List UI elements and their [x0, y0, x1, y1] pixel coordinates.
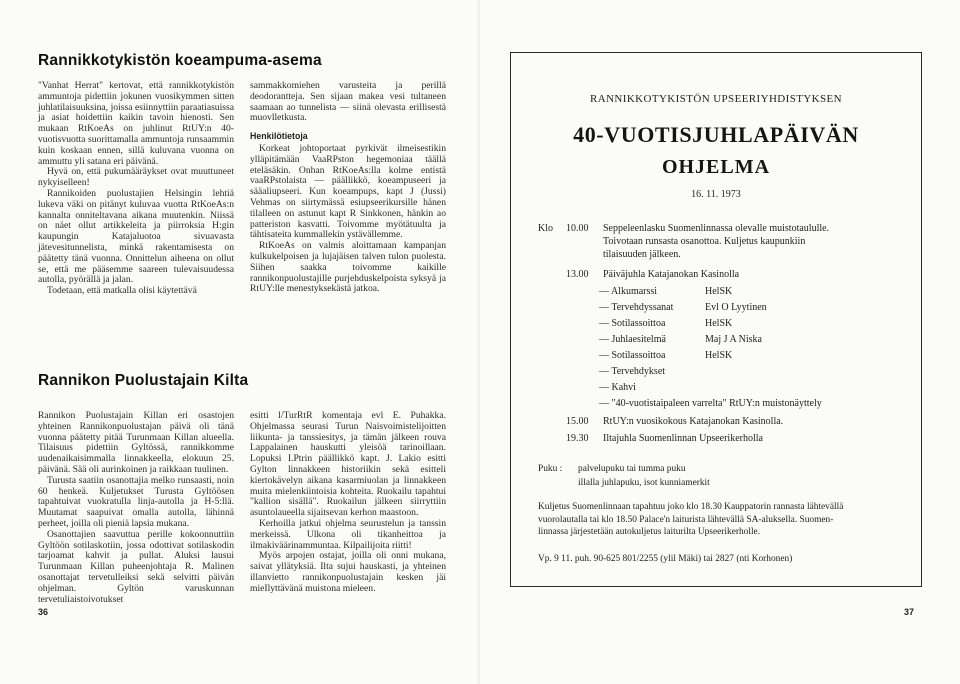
schedule-text: RtUY:n vuosikokous Katajanokan Kasinolla. — [603, 416, 784, 427]
program-date: 16. 11. 1973 — [691, 189, 741, 200]
article-2-paragraph: Myös arpojen ostajat, joilla oli onni mukana, saivat yllätyksiä. Ilta sujui hauskasti, ja yhteinen illanvietto rannikonpuolustajain kesken jäi mieIlyttävänä muistona mieleen. — [250, 550, 446, 594]
schedule-label: Klo — [538, 223, 553, 234]
schedule-time: 13.00 — [566, 269, 589, 280]
right-page — [480, 0, 960, 684]
article-2-paragraph: Kerhoilla jatkui ohjelma seurustelun ja tanssin merkeissä. Ulkona oli tikanheittoa ja ilmakiväärinammuntaa. Kilpailijoita riitti! — [250, 517, 446, 551]
article-2-paragraph: Turusta saatiin osanottajia melko runsaasti, noin 60 henkeä. Kuljetukset Turusta Gyltöösen tapahtuivat vuokratulla linja-autolla ja H-5:llä. Muutamat saapuivat omalla autolla, lähinnä perheet, joilla oli pieniä lapsia mukana. — [38, 474, 234, 529]
schedule-text: Seppeleenlasku Suomenlinnassa olevalle muistotaululle. — [603, 223, 830, 234]
transport-line: linnassa järjestetään autokuljetus laiturilta Upseerikerholle. — [538, 527, 761, 538]
article-1-paragraph: Korkeat johtoportaat pyrkivät ilmeisestikin ylläpitämään VaaRPston hegemoniaa täällä eteläsäkin. Onhan RtKoeAs:lla kolme entistä vaaRPstolaista — päällikkö, koeampuseeri ja sääaliupseeri. Kun koeampups, kapt J (Jussi) Vehmas on siirtymässä esiupseerikursille hänen tilalleen on astunut kapt R Sinkkonen, hänkin ao patteriston kasvatti. Toivomme myötätuulta ja tähtisateita kummallekin ystävällemme. — [250, 142, 446, 241]
article-2-column-2 — [250, 411, 446, 595]
article-2-paragraph: esitti l/TurRtR komentaja evl E. Puhakka. Ohjelmassa seurasi Turun Naisvoimistelijoitten liikunta- ja tanssiesitys, ja tämän jälkeen rouva Lappalainen hauskutti yleisöä tarinoillaan. Lopuksi I.Ptrin päällikkö kapt. J. Lakio esitti Gylton linnakkeen historiikin sekä esitteli kiertokävelyn aikana kasarmiuolan ja linnakkeen muita mielenkiintoisia kohteita. Ruokailu tapahtui "kallion sisällä". Ruokailun jälkeen siirryttiin asuntolaueella sijaitsevan kerhon maastoon. — [250, 410, 446, 519]
program-item: — "40-vuotistaipaleen varrelta" RtUY:n muistonäyttely — [599, 398, 822, 409]
program-item: — Tervehdykset — [599, 366, 666, 377]
page-number-right: 37 — [904, 607, 915, 617]
schedule-time: 10.00 — [566, 223, 589, 234]
article-1-paragraph: Hyvä on, että pukumääräykset ovat muuttuneet nykyiselleen! — [38, 166, 234, 189]
dress-code: illalla juhlapuku, isot kunniamerkit — [578, 478, 710, 488]
program-item-performer: HelSK — [705, 350, 733, 361]
article-1-paragraph: sammakkomiehen varusteita ja perillä deodorantteja. Sen sijaan makea vesi tultaneen saamaan ao tunnelista — siinä olevasta erillisestä muovlletkusta. — [250, 80, 446, 124]
program-item: — Sotilassoittoa — [599, 350, 666, 361]
program-organization: RANNIKKOTYKISTÖN UPSEERIYHDISTYKSEN — [589, 93, 843, 105]
program-item: — Alkumarssi — [599, 286, 658, 297]
section-subheading: Henkilötietoja — [250, 131, 308, 142]
transport-line: vuorolautalla tai klo 18.50 Palace'n laiturista lähtevällä SA-aluksella. Suomen- — [538, 514, 834, 525]
article-1-paragraph: "Vanhat Herrat" kertovat, että rannikkotykistön ammuntoja pidettiin jokunen vuosikymmen sitten juhlatilaisuuksina, joissa esiinnyttiin paraatiasuissa ja asiat hoidettiin kaikin tavoin hienosti. Sen mukaan RtKoeAs on juhlinut RtUY:n 40- vuotisvuotta suorittamalla ammuntoja runsaammin kuin koskaan ennen, sillä kuluvana vuonna on ammuttu yli satana eri päivänä. — [38, 80, 234, 167]
article-1-paragraph: RtKoeAs on valmis aloittamaan kampanjan kulkukelpoisen ja lujajäisen talven tulon puolesta. Siihen saakka toivomme kaikille rannikonpuolustajille purjehduskelpoista syksyä ja RtUY:lle menestyksekästä jatkoa. — [250, 240, 446, 295]
program-title: 40-VUOTISJUHLAPÄIVÄN — [573, 122, 859, 147]
transport-line: Kuljetus Suomenlinnaan tapahtuu joko klo 18.30 Kauppatorin rannasta lähtevällä — [538, 502, 844, 512]
article-1-paragraph: Rannikoiden puolustajien Helsingin lehtiä lukeva väki on pitänyt kuluvaa vuotta RtKoeAs:n kannalta onniteltavana aikana muutenkin. Niissä on näet ollut artikkeleita ja piirroksia H:gin kaupungin Katajaluotoa sivuavasta jätevesitunnelista, minkä rakentamisesta on päätetty tänä vuonna. Onnittelun aiheena on ollut se, että me pääsemme saareen tulevaisuudessa autolla, pyörällä ja jalan. — [38, 187, 234, 286]
schedule-text: Toivotaan runsasta osanottoa. Kuljetus kaupunkiin — [603, 236, 806, 247]
article-1-title: Rannikkotykistön koeampuma-asema — [38, 52, 322, 69]
program-item-performer: Evl O Lyytinen — [705, 302, 767, 313]
schedule-time: 15.00 — [566, 416, 589, 427]
transport-info — [538, 501, 910, 539]
program-item-performer: HelSK — [705, 318, 733, 329]
article-2-title: Rannikon Puolustajain Kilta — [38, 372, 249, 389]
article-2-column-1 — [38, 411, 234, 605]
schedule-text: tilaisuuden jälkeen. — [603, 249, 681, 260]
dress-code: palvelupuku tai tumma puku — [578, 464, 686, 474]
page-number-left: 36 — [38, 607, 49, 617]
article-2-paragraph: Osanottajien saavuttua perille kokoonnuttiin Gyltöön sotilaskotiin, jossa odottivat sotilaskodin tarjoamat kahvit ja pullat. Aluksi lausui Turunmaan Killan puheenjohtaja R. Malinen osanottajat tervetulleiksi sekä selvitti päivän ohjelman. Gyltön varuskunnan tervetuliaistoivotukset — [38, 528, 234, 605]
program-item: — Sotilassoittoa — [599, 318, 666, 329]
schedule-text: Päiväjuhla Katajanokan Kasinolla — [603, 269, 740, 280]
program-item: — Kahvi — [599, 382, 636, 393]
article-1-column-1 — [38, 81, 234, 297]
schedule-text: Iltajuhla Suomenlinnan Upseerikerholla — [603, 433, 763, 444]
article-2-paragraph: Rannikon Puolustajain Killan eri osastojen yhteinen Rannikonpuolustajan päivä oli tänä vuonna päätetty pitää Turunmaan Killan alueella. Tilaisuus pidettiin Gyltössä, rannikkomme uudenaikaisimmalla linnakkeella, elokuun 25. päivänä. Sää oli aurinkoinen ja raikkaan tuulinen. — [38, 410, 234, 475]
rsvp-info: Vp. 9 11. puh. 90-625 801/2255 (ylil Mäki) tai 2827 (nti Korhonen) — [538, 554, 793, 564]
program-item-performer: Maj J A Niska — [705, 334, 762, 345]
program-item: — Juhlaesitelmä — [599, 334, 666, 345]
article-1-paragraph: Todetaan, että matkalla olisi käytettävä — [47, 285, 197, 297]
program-item: — Tervehdyssanat — [599, 302, 674, 313]
article-1-column-2 — [250, 81, 446, 295]
program-item-performer: HelSK — [705, 286, 733, 297]
schedule-time: 19.30 — [566, 433, 589, 444]
program-box — [510, 52, 922, 587]
program-subtitle: OHJELMA — [661, 156, 771, 178]
dress-code-label: Puku : — [538, 464, 563, 474]
